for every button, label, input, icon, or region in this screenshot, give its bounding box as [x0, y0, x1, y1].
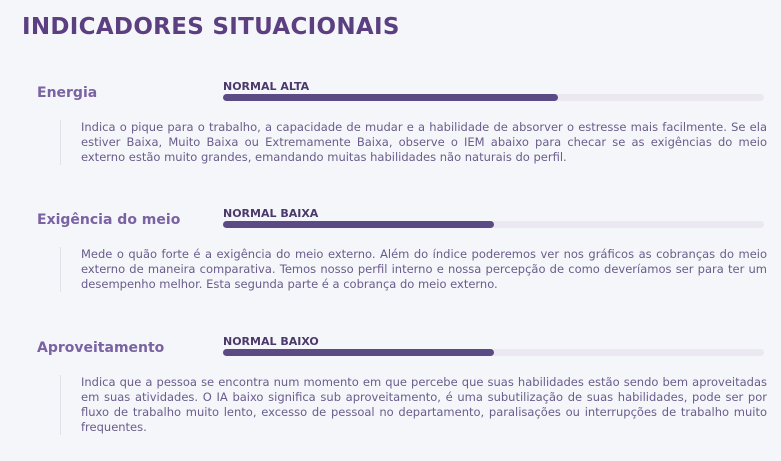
indicator-level: NORMAL ALTA [223, 80, 310, 93]
page-title: INDICADORES SITUACIONAIS [22, 14, 400, 40]
indicator-description: Indica que a pessoa se encontra num momento em que percebe que suas habilidades estão sendo bem aproveitadas em suas atividades. O IA baixo significa sub aproveitamento, é uma subutilização de suas habilidades, pode ser por fluxo de trabalho muito lento, excesso de pessoal no departamento, paralisações ou interrupções de trabalho muito frequentes. [60, 375, 767, 435]
indicator-level: NORMAL BAIXA [223, 207, 319, 220]
indicator-description: Mede o quão forte é a exigência do meio externo. Além do índice poderemos ver nos gráficos as cobranças do meio externo de maneira comparativa. Temos nosso perfil interno e nossa percepção de como deveríamos ser para ter um desempenho melhor. Esta segunda parte é a cobrança do meio externo. [60, 247, 767, 292]
indicator-bar-track [223, 94, 764, 101]
indicator-level: NORMAL BAIXO [223, 335, 319, 348]
indicator-bar-fill [223, 349, 494, 356]
indicator-bar-track [223, 349, 764, 356]
indicator-name: Energia [37, 85, 98, 101]
indicator-description: Indica o pique para o trabalho, a capacidade de mudar e a habilidade de absorver o estresse mais facilmente. Se ela estiver Baixa, Muito Baixa ou Extremamente Baixa, observe o IEM abaixo para checar se as exigências do meio externo estão muito grandes, emandando muitas habilidades não naturais do perfil. [60, 120, 767, 165]
indicator-bar-fill [223, 94, 558, 101]
indicator-bar-track [223, 221, 764, 228]
indicator-name: Aproveitamento [37, 340, 165, 356]
indicator-name: Exigência do meio [37, 212, 181, 228]
indicator-bar-fill [223, 221, 494, 228]
